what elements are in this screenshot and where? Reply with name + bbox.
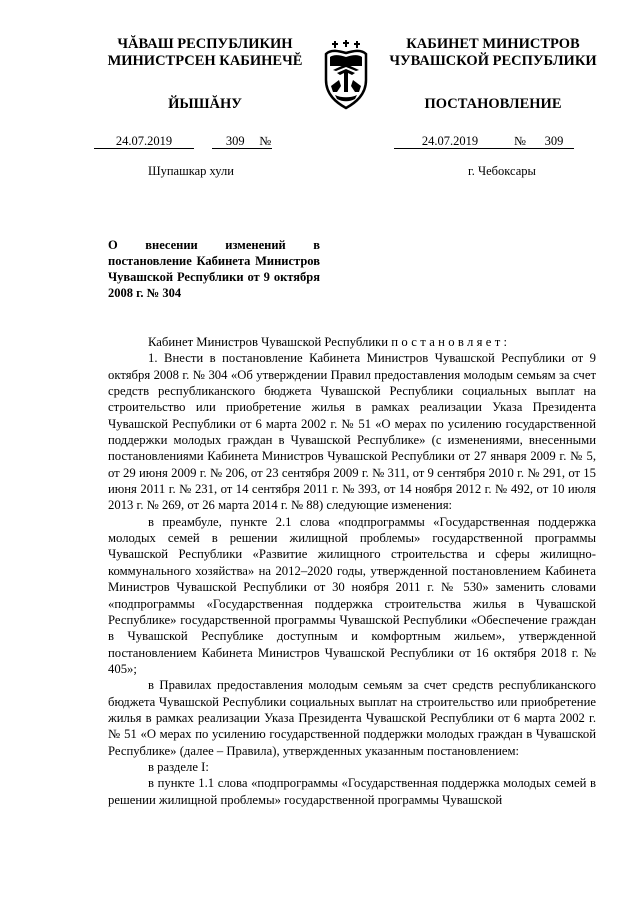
header-right-doc-type: ПОСТАНОВЛЕНИЕ [424, 96, 562, 112]
place-left: Шупашкар хули [148, 164, 234, 178]
document-subject: О внесении изменений в постановление Кабинета Министров Чувашской Республики от 9 октября 2008 г. № 304 [108, 238, 320, 300]
registration-left [94, 134, 272, 149]
place-right: г. Чебоксары [468, 164, 536, 178]
intro-resolves: постановляет: [391, 335, 511, 349]
header-right-line2: ЧУВАШСКОЙ РЕСПУБЛИКИ [389, 53, 597, 69]
body-paragraph: в Правилах предоставления молодым семьям за счет средств республиканского бюджета Чувашской Республики социальных выплат на строительство или приобретение жилья в рамках реализации Указа Президента Чувашской Республики от 6 марта 2002 г. № 51 «О мерах по усилению государственной поддержки молодых граждан в Чувашской Республике» (далее – Правила), утвержденных указанным постановлением: [108, 678, 596, 758]
intro-paragraph [108, 334, 596, 350]
registration-left-number: 309 [212, 134, 258, 149]
header-right-line1: КАБИНЕТ МИНИСТРОВ [406, 36, 580, 52]
registration-right [394, 134, 574, 149]
body-paragraph: в пункте 1.1 слова «подпрограммы «Государственная поддержка молодых семей в решении жилищной проблемы» государственной программы Чувашской [108, 776, 596, 807]
body-paragraph: в преамбуле, пункте 2.1 слова «подпрограммы «Государственная поддержка молодых семей в решении жилищной проблемы» государственной программы Чувашской Республики «Развитие жилищного строительства и сферы жилищно-коммунального хозяйства» на 2012–2020 годы, утвержденной постановлением Кабинета Министров Чувашской Республики от 30 ноября 2011 г. № 530» заменить словами «подпрограммы «Государственная поддержка строительства жилья в Чувашской Республике» государственной программы Чувашской Республики «Обеспечение граждан в Чувашской Республике доступным и комфортным жильем», утвержденной постановлением Кабинета Министров Чувашской Республики от 16 октября 2018 г. № 405»; [108, 514, 596, 676]
header-left-line1: ЧĂВАШ РЕСПУБЛИКИН [117, 36, 293, 52]
body-paragraph: 1. Внести в постановление Кабинета Министров Чувашской Республики от 9 октября 2008 г. № 304 «Об утверждении Правил предоставления молодым семьям за счет средств республиканского бюджета Чувашской Республики социальных выплат на строительство или приобретение жилья в рамках реализации Указа Президента Чувашской Республики от 6 марта 2002 г. № 51 «О мерах по усилению государственной поддержки молодых граждан в Чувашской Республике» (с изменениями, внесенными постановлениями Кабинета Министров Чувашской Республики от 27 января 2009 г. № 5, от 29 июня 2009 г. № 206, от 23 сентября 2009 г. № 311, от 9 сентября 2010 г. № 291, от 15 июня 2011 г. № 231, от 14 сентября 2011 г. № 393, от 14 ноября 2012 г. № 492, от 10 июля 2013 г. № 269, от 26 марта 2014 г. № 88) следующие изменения: [108, 351, 596, 513]
registration-right-date: 24.07.2019 [394, 134, 506, 149]
registration-right-no-sign: № [506, 134, 534, 149]
registration-left-no-sign: № [259, 134, 272, 148]
registration-left-date: 24.07.2019 [94, 134, 194, 149]
body-paragraph: в разделе I: [148, 759, 209, 774]
document-body [108, 334, 596, 808]
registration-right-number: 309 [534, 134, 574, 149]
header-right-russian [378, 36, 608, 70]
header-left-chuvash [90, 36, 320, 70]
chuvash-coat-of-arms-icon [319, 40, 373, 112]
header-left-line2: МИНИСТРСЕН КАБИНЕЧĔ [107, 53, 303, 69]
header-left-doc-type: ЙЫШĂНУ [168, 96, 242, 112]
intro-lead: Кабинет Министров Чувашской Республики [148, 335, 392, 349]
